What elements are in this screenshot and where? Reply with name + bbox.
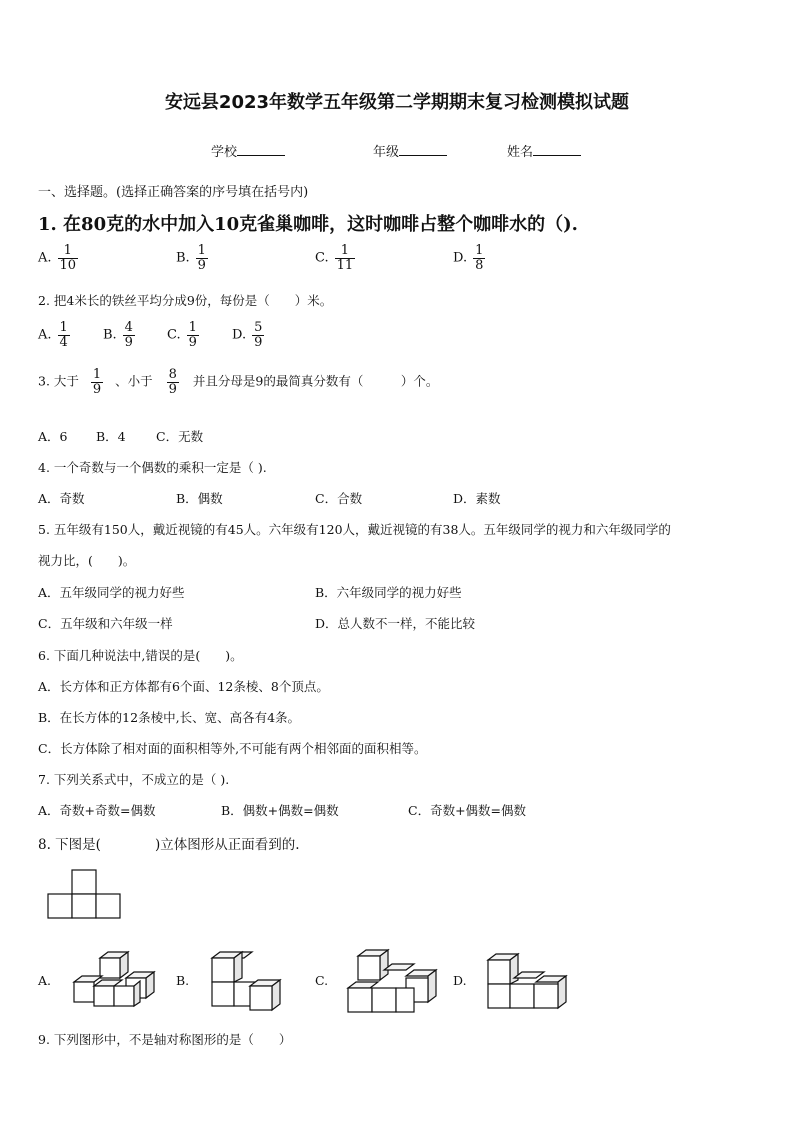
fraction-denominator: 11 [336, 257, 354, 273]
q8-option-c-label[interactable]: C. [315, 973, 329, 988]
grade-field [373, 141, 447, 160]
name-label: 姓名 [507, 145, 534, 160]
question-1: 1. 在80克的水中加入10克雀巢咖啡，这时咖啡占整个咖啡水的（). [38, 214, 578, 235]
q1-option-a[interactable] [38, 244, 80, 272]
q7-option-c[interactable]: C．奇数+偶数=偶数 [408, 803, 527, 818]
q1-option-d[interactable] [453, 244, 487, 272]
fraction-numerator: 1 [63, 243, 72, 258]
q8-option-b-label[interactable]: B. [176, 973, 190, 988]
fraction [167, 368, 179, 396]
q1-option-c[interactable] [315, 244, 357, 272]
q5-option-d[interactable]: D．总人数不一样，不能比较 [315, 616, 476, 631]
question-4: 4. 一个奇数与一个偶数的乘积一定是（ ). [38, 460, 267, 475]
fraction-denominator: 10 [59, 257, 77, 273]
fraction-denominator: 9 [124, 334, 133, 350]
option-label: C. [167, 327, 181, 343]
front-view-figure [46, 868, 124, 920]
fraction-numerator: 1 [92, 367, 102, 382]
question-6: 6. 下面几种说法中,错误的是( )。 [38, 648, 243, 663]
q4-option-c[interactable]: C．合数 [315, 491, 363, 506]
option-label: B. [103, 327, 117, 343]
fraction [252, 321, 264, 349]
option-label: D. [232, 327, 247, 343]
q8-option-d-solid[interactable] [484, 950, 578, 1014]
question-2: 2. 把4米长的铁丝平均分成9份，每份是（ ）米。 [38, 293, 333, 308]
fraction [196, 244, 208, 272]
q2-option-a[interactable] [38, 321, 72, 349]
q7-option-b[interactable]: B．偶数+偶数=偶数 [221, 803, 339, 818]
q5-option-c[interactable]: C．五年级和六年级一样 [38, 616, 173, 631]
question-7: 7. 下列关系式中，不成立的是（ ). [38, 772, 230, 787]
fraction-denominator: 4 [59, 334, 68, 350]
fraction-numerator: 5 [254, 320, 263, 335]
question-9: 9. 下列图形中，不是轴对称图形的是（ ） [38, 1032, 292, 1047]
fraction [91, 368, 103, 396]
q5-option-b[interactable]: B．六年级同学的视力好些 [315, 585, 462, 600]
fraction-denominator: 9 [188, 334, 197, 350]
fraction-denominator: 9 [197, 257, 206, 273]
fraction-numerator: 1 [475, 243, 484, 258]
question-8: 8. 下图是( )立体图形从正面看到的. [38, 837, 300, 853]
fraction [58, 244, 79, 272]
q5-option-a[interactable]: A．五年级同学的视力好些 [38, 585, 185, 600]
school-field [211, 141, 285, 160]
q6-option-b[interactable]: B．在长方体的12条棱中,长、宽、高各有4条。 [38, 710, 301, 725]
q3-suffix: 并且分母是9的最简真分数有（ ）个。 [192, 373, 439, 389]
q4-option-b[interactable]: B．偶数 [176, 491, 223, 506]
q6-option-a[interactable]: A．长方体和正方体都有6个面、12条棱、8个顶点。 [38, 679, 329, 694]
grade-label: 年级 [373, 145, 400, 160]
q7-option-a[interactable]: A．奇数+奇数=偶数 [38, 803, 156, 818]
fraction-denominator: 8 [475, 257, 484, 273]
page-title: 安远县2023年数学五年级第二学期期末复习检测模拟试题 [164, 92, 630, 113]
fraction [187, 321, 199, 349]
fraction-denominator: 9 [168, 381, 177, 397]
q1-option-b[interactable] [176, 244, 210, 272]
q4-option-a[interactable]: A．奇数 [38, 491, 85, 506]
grade-blank[interactable] [399, 143, 447, 156]
q2-option-c[interactable] [167, 321, 201, 349]
fraction [123, 321, 135, 349]
option-label: C. [315, 250, 329, 266]
q8-option-b-solid[interactable] [208, 950, 300, 1012]
school-label: 学校 [211, 145, 238, 160]
section-heading: 一、选择题。(选择正确答案的序号填在括号内) [38, 185, 309, 200]
fraction-denominator: 9 [92, 381, 102, 397]
q3-option-b[interactable]: B．4 [96, 429, 126, 444]
name-field [507, 141, 581, 160]
q6-option-c[interactable]: C．长方体除了相对面的面积相等外,不可能有两个相邻面的面积相等。 [38, 741, 427, 756]
fraction-numerator: 1 [340, 243, 350, 258]
fraction [335, 244, 356, 272]
q3-mid: 、小于 [115, 373, 153, 389]
fraction-numerator: 4 [124, 320, 133, 335]
q3-prefix: 3. 大于 [38, 373, 79, 389]
school-blank[interactable] [237, 143, 285, 156]
fraction [58, 321, 70, 349]
question-5-line-2: 视力比，( )。 [38, 553, 136, 568]
fraction-numerator: 1 [188, 320, 197, 335]
option-label: A. [38, 327, 52, 343]
option-label: D. [453, 250, 468, 266]
q4-option-d[interactable]: D．素数 [453, 491, 501, 506]
q2-option-b[interactable] [103, 321, 137, 349]
fraction-numerator: 8 [168, 367, 177, 382]
name-blank[interactable] [533, 143, 581, 156]
option-label: A. [38, 250, 52, 266]
q8-option-a-label[interactable]: A. [38, 973, 52, 988]
q8-option-d-label[interactable]: D. [453, 973, 467, 988]
q3-option-a[interactable]: A．6 [38, 429, 68, 444]
question-5-line-1: 5. 五年级有150人，戴近视镜的有45人。六年级有120人，戴近视镜的有38人。五年级同学的视力和六年级同学的 [38, 522, 671, 537]
fraction-numerator: 1 [197, 243, 206, 258]
q3-option-c[interactable]: C．无数 [156, 429, 204, 444]
fraction [473, 244, 485, 272]
option-label: B. [176, 250, 190, 266]
q8-option-c-solid[interactable] [344, 948, 448, 1014]
fraction-denominator: 9 [254, 334, 263, 350]
fraction-numerator: 1 [59, 320, 68, 335]
q8-option-a-solid[interactable] [70, 948, 162, 1010]
question-3 [38, 368, 438, 396]
q2-option-d[interactable] [232, 321, 266, 349]
